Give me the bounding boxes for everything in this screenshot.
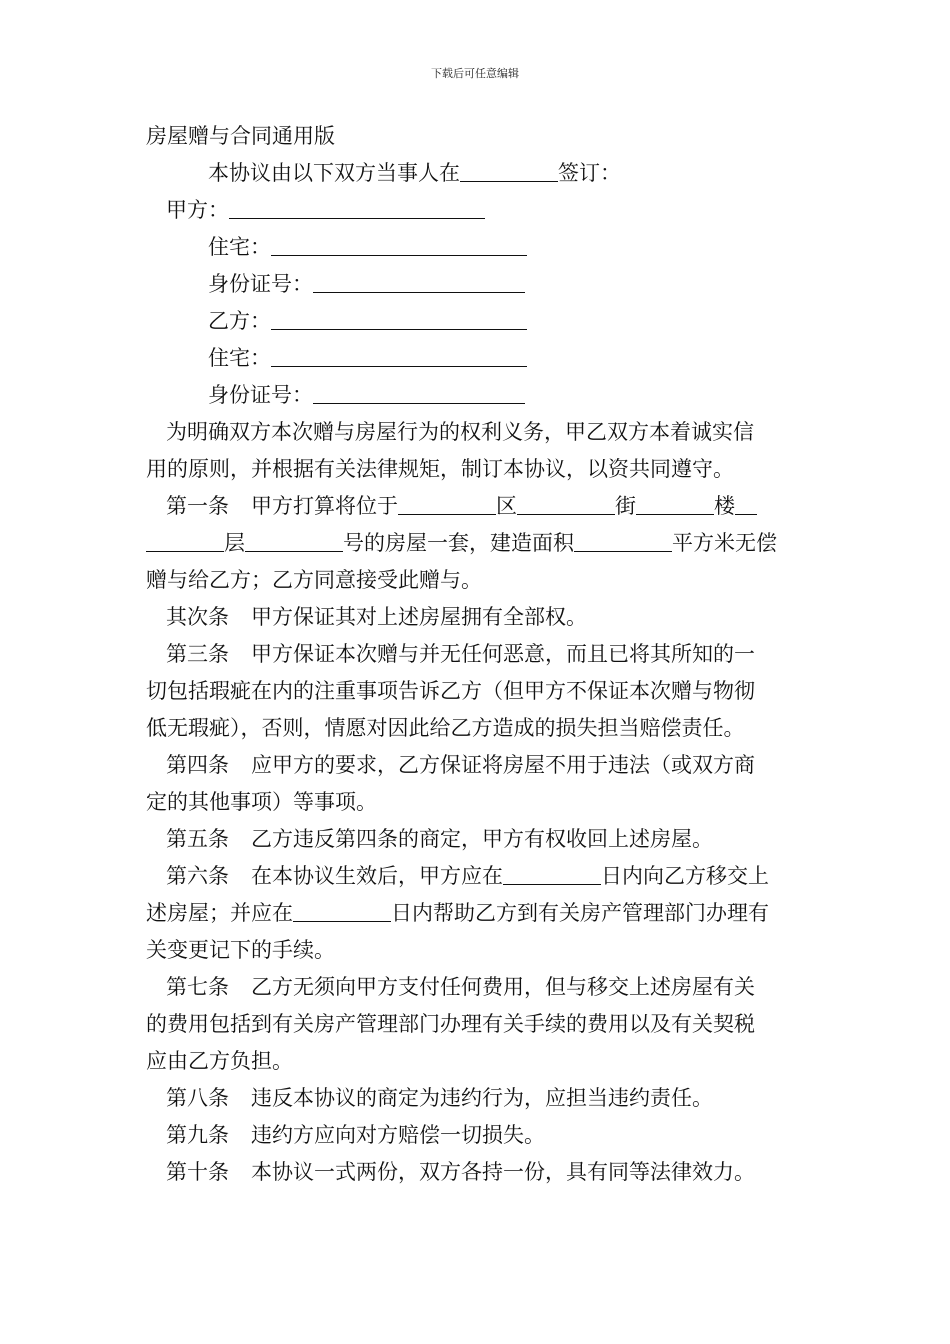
number-blank[interactable] [245,529,343,552]
article-text: 乙方无须向甲方支付任何费用，但与移交上述房屋有关 [251,975,755,999]
article-4-line-1 [146,747,811,784]
article-text: 日内帮助乙方到有关房产管理部门办理有 [391,901,769,925]
article-head: 第七条 [166,975,229,999]
article-text: 区 [496,494,517,518]
article-text: 街 [615,494,636,518]
article-head: 第四条 [166,753,229,777]
article-text: 在本协议生效后，甲方应在 [251,864,503,888]
party-a-blank[interactable] [229,196,485,219]
field-blank[interactable] [313,381,525,404]
field-line [146,377,811,414]
field-label: 身份证号： [208,383,313,407]
article-text: 述房屋；并应在 [146,901,293,925]
article-7-line-1 [146,969,811,1006]
article-text: 违约方应向对方赔偿一切损失。 [251,1123,545,1147]
article-6-line-1 [146,858,811,895]
intro-post: 签订： [558,161,621,185]
article-3-line-2: 切包括瑕疵在内的注重事项告诉乙方（但甲方不保证本次赠与物彻 [146,679,755,703]
intro-line [146,155,811,192]
intro-pre: 本协议由以下双方当事人在 [208,161,460,185]
field-label: 住宅： [208,235,271,259]
article-head: 第五条 [166,827,229,851]
contract-body [146,118,811,1191]
article-text: 平方米无偿 [672,531,777,555]
registration-days-blank[interactable] [293,899,391,922]
field-line [146,340,811,377]
article-text: 甲方保证其对上述房屋拥有全部权。 [251,605,587,629]
sign-place-blank[interactable] [460,159,558,182]
area-blank[interactable] [574,529,672,552]
party-a-line [146,192,811,229]
article-text: 甲方保证本次赠与并无任何恶意，而且已将其所知的一 [251,642,755,666]
article-text: 乙方违反第四条的商定，甲方有权收回上述房屋。 [251,827,713,851]
field-label: 住宅： [208,346,271,370]
article-5 [146,821,811,858]
article-1-line-3: 赠与给乙方；乙方同意接受此赠与。 [146,568,482,592]
field-blank[interactable] [271,307,527,330]
party-a-label: 甲方： [166,198,229,222]
article-text: 层 [224,531,245,555]
field-blank[interactable] [271,233,527,256]
field-blank[interactable] [271,344,527,367]
article-7-line-3: 应由乙方负担。 [146,1049,293,1073]
handover-days-blank[interactable] [503,862,601,885]
article-head: 第三条 [166,642,229,666]
article-text: 号的房屋一套，建造面积 [343,531,574,555]
purpose-line-1: 为明确双方本次赠与房屋行为的权利义务，甲乙双方本着诚实信 [166,420,754,444]
field-line [146,229,811,266]
field-blank[interactable] [313,270,525,293]
article-1-line-1 [146,488,811,525]
article-head: 第六条 [166,864,229,888]
document-title: 房屋赠与合同通用版 [146,124,335,148]
purpose-line-2: 用的原则，并根据有关法律规矩，制订本协议，以资共同遵守。 [146,457,734,481]
article-head: 第十条 [166,1160,229,1184]
article-1-line-2 [146,525,811,562]
article-text: 日内向乙方移交上 [601,864,769,888]
article-10 [146,1154,811,1191]
district-blank[interactable] [398,492,496,515]
article-9 [146,1117,811,1154]
field-label: 乙方： [208,309,271,333]
article-6-line-2 [146,895,811,932]
article-head: 第八条 [166,1086,229,1110]
field-line [146,266,811,303]
page-header: 下载后可任意编辑 [431,67,519,80]
building-blank[interactable] [636,492,714,515]
field-label: 身份证号： [208,272,313,296]
article-8 [146,1080,811,1117]
article-3-line-3: 低无瑕疵），否则，情愿对因此给乙方造成的损失担当赔偿责任。 [146,716,745,740]
article-text: 甲方打算将位于 [251,494,398,518]
floor-blank[interactable] [146,529,224,552]
field-line [146,303,811,340]
article-2 [146,599,811,636]
article-head: 第九条 [166,1123,229,1147]
article-head: 其次条 [166,605,229,629]
street-blank[interactable] [517,492,615,515]
article-3-line-1 [146,636,811,673]
article-4-line-2: 定的其他事项）等事项。 [146,790,377,814]
article-text: 本协议一式两份，双方各持一份，具有同等法律效力。 [251,1160,755,1184]
article-text: 应甲方的要求，乙方保证将房屋不用于违法（或双方商 [251,753,755,777]
article-text: 楼 [714,494,735,518]
article-text: 违反本协议的商定为违约行为，应担当违约责任。 [251,1086,713,1110]
article-head: 第一条 [166,494,229,518]
article-6-line-3: 关变更记下的手续。 [146,938,335,962]
building-blank-tail[interactable] [735,492,757,515]
article-7-line-2: 的费用包括到有关房产管理部门办理有关手续的费用以及有关契税 [146,1012,755,1036]
